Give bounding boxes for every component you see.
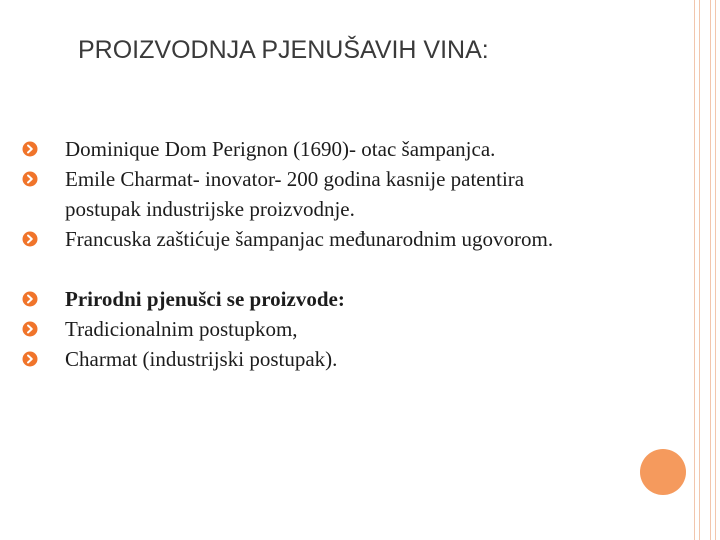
- decorative-border-line: [694, 0, 695, 540]
- bullet-text: Prirodni pjenušci se proizvode:: [65, 287, 345, 311]
- bullet-item: [22, 284, 642, 314]
- bullet-text: Francuska zaštićuje šampanjac međunarodnim ugovorom.: [65, 227, 554, 251]
- decorative-border-line: [715, 0, 716, 540]
- circle-arrow-bullet-icon: [22, 171, 38, 187]
- circle-arrow-bullet-icon: [22, 141, 38, 157]
- bullet-item: [22, 224, 642, 254]
- bullet-item: [22, 134, 642, 164]
- circle-arrow-bullet-icon: [22, 321, 38, 337]
- group-spacer: [22, 254, 642, 284]
- bullet-text-continuation: postupak industrijske proizvodnje.: [65, 197, 355, 221]
- bullet-text: Dominique Dom Perignon (1690)- otac šampanjca.: [65, 137, 496, 161]
- bullet-text: Charmat (industrijski postupak).: [65, 347, 338, 371]
- decorative-circle: [640, 449, 686, 495]
- bullet-text: Tradicionalnim postupkom,: [65, 317, 298, 341]
- decorative-border-line: [699, 0, 700, 540]
- bullet-item: [22, 344, 642, 374]
- circle-arrow-bullet-icon: [22, 351, 38, 367]
- bullet-list: [22, 134, 642, 374]
- decorative-border-line: [710, 0, 711, 540]
- bullet-item: [22, 314, 642, 344]
- bullet-text: Emile Charmat- inovator- 200 godina kasnije patentira: [65, 167, 525, 191]
- circle-arrow-bullet-icon: [22, 291, 38, 307]
- slide-title: PROIZVODNJA PJENUŠAVIH VINA:: [78, 36, 489, 64]
- circle-arrow-bullet-icon: [22, 231, 38, 247]
- bullet-item: [22, 164, 642, 224]
